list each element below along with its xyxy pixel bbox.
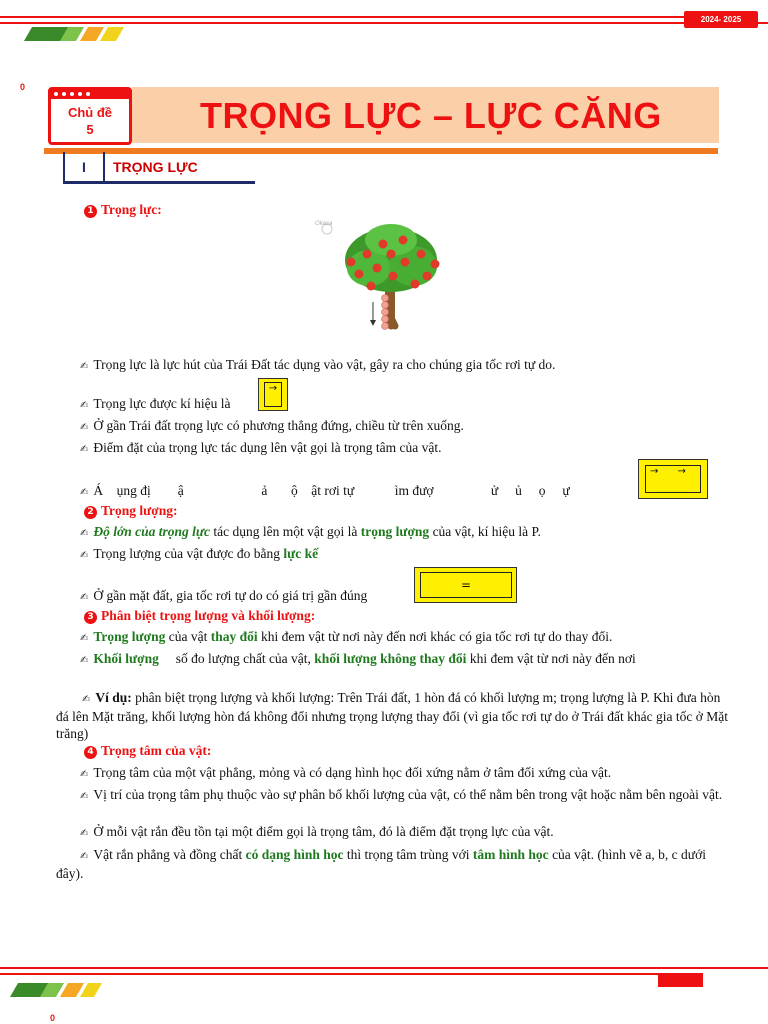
text-line-2	[80, 396, 231, 412]
number-badge: 1	[84, 205, 97, 218]
text-line-10	[80, 651, 636, 667]
emph-text: khối lượng không thay đổi	[314, 651, 467, 666]
topic-badge	[48, 87, 132, 145]
line-text: thì trọng tâm trùng với	[343, 847, 473, 862]
text-line-9	[80, 629, 612, 645]
line-text: số đo lượng chất của vật,	[158, 651, 315, 666]
topic-label: Chủ đề	[67, 105, 113, 120]
writing-hand-icon: ✍	[80, 791, 89, 802]
line-text: Trọng lực là lực hút của Trái Đất tác dụng vào vật, gây ra cho chúng gia tốc rơi tự do.	[93, 357, 556, 372]
emph-text: Trọng lượng	[93, 629, 166, 644]
writing-hand-icon: ✍	[80, 361, 89, 372]
text-line-6	[80, 524, 541, 540]
heading-trong-tam	[84, 743, 211, 759]
heading-text: Trọng tâm của vật:	[101, 743, 212, 758]
page-title: TRỌNG LỰC – LỰC CĂNG	[200, 95, 662, 136]
formula-box-weight-symbol	[258, 378, 288, 411]
line-text: Trọng lực được kí hiệu là	[93, 396, 231, 411]
section-number: I	[63, 152, 105, 182]
heading-text: Trọng lượng:	[101, 503, 178, 518]
text-line-1	[80, 357, 555, 373]
writing-hand-icon: ✍	[80, 592, 89, 603]
footer-rule-top	[0, 967, 768, 969]
emph-text: Ví dụ:	[95, 690, 132, 705]
page-marker: 0	[20, 82, 26, 92]
number-badge: 2	[84, 506, 97, 519]
writing-hand-icon: ✍	[80, 633, 89, 644]
heading-text: Phân biệt trọng lượng và khối lượng:	[101, 608, 316, 623]
number-badge: 3	[84, 611, 97, 624]
text-line-3	[80, 418, 464, 434]
text-line-15	[56, 846, 732, 882]
footer-badge	[658, 973, 703, 987]
writing-hand-icon: ✍	[80, 444, 89, 455]
header-stripe-yellow	[100, 27, 124, 41]
emph-text: có dạng hình học	[245, 847, 344, 862]
heading-trong-luc	[84, 202, 162, 218]
header-rule-top	[0, 16, 700, 18]
writing-hand-icon: ✍	[80, 487, 89, 498]
text-line-14	[80, 824, 554, 840]
image-watermark: Okasa	[315, 221, 333, 227]
line-text: Á ụng đị ậ ả ộ ật rơi tự ìm đượ ử ủ ọ ự	[93, 483, 570, 498]
heading-trong-luong	[84, 503, 177, 519]
writing-hand-icon: ✍	[80, 550, 89, 561]
emph-text: trọng lượng	[360, 524, 430, 539]
apple-tree-illustration	[305, 218, 477, 336]
writing-hand-icon: ✍	[80, 828, 89, 839]
line-text: Ở gần mặt đất, gia tốc rơi tự do có giá trị gần đúng	[93, 588, 368, 603]
footer-marker: 0	[50, 1013, 56, 1023]
line-text: phân biệt trọng lượng và khối lượng: Trên Trái đất, 1 hòn đá có khối lượng m; trọng lượng là P. Khi đưa hòn đá lên Mặt trăng, khối lượng hòn đá không đổi nhưng trọng lượng thay đổi (vì gia tốc rơi tự do ở Trái đất khác gia tốc ở Mặt trăng)	[56, 690, 728, 741]
heading-phan-biet	[84, 608, 315, 624]
writing-hand-icon: ✍	[80, 528, 89, 539]
section-underline	[63, 181, 255, 184]
text-line-5	[80, 483, 570, 499]
writing-hand-icon: ✍	[80, 422, 89, 433]
year-badge: 2024- 2025	[684, 11, 758, 28]
line-text: của vật	[165, 629, 211, 644]
line-text: Trọng tâm của một vật phẳng, mỏng và có dạng hình học đối xứng nằm ở tâm đối xứng của vật.	[93, 765, 612, 780]
text-line-13	[56, 786, 732, 805]
line-text: khi đem vật từ nơi này đến nơi khác có gia tốc rơi tự do thay đổi.	[257, 629, 613, 644]
text-line-4	[80, 440, 441, 456]
writing-hand-icon: ✍	[80, 769, 89, 780]
example-paragraph	[56, 689, 732, 742]
title-underbar	[44, 148, 718, 154]
topic-badge-binding	[50, 89, 130, 99]
line-text: của vật. (hình vẽ a, b, c dưới đây).	[56, 847, 706, 881]
line-text: Vật rắn phẳng và đồng chất	[93, 847, 246, 862]
line-text: Ở gần Trái đất trọng lực có phương thẳng đứng, chiều từ trên xuống.	[93, 418, 464, 433]
line-text: khi đem vật từ nơi này đến nơi	[466, 651, 636, 666]
header-rule-bottom	[0, 22, 768, 24]
writing-hand-icon: ✍	[82, 694, 91, 705]
footer-stripe-yellow	[80, 983, 102, 997]
line-text: của vật, kí hiệu là P.	[429, 524, 541, 539]
text-line-7	[80, 546, 318, 562]
section-title: TRỌNG LỰC	[113, 159, 198, 175]
line-text: Trọng lượng của vật được đo bằng	[93, 546, 284, 561]
formula-box-gravity-value	[414, 567, 517, 603]
footer-rule-bottom	[0, 973, 690, 975]
emph-text: thay đổi	[210, 629, 258, 644]
text-line-8	[80, 588, 367, 604]
line-text: Điểm đặt của trọng lực tác dụng lên vật gọi là trọng tâm của vật.	[93, 440, 442, 455]
formula-box-newton-law	[638, 459, 708, 499]
emph-text: Khối lượng	[93, 651, 159, 666]
number-badge: 4	[84, 746, 97, 759]
line-text: tác dụng lên một vật gọi là	[210, 524, 361, 539]
emph-text: tâm hình học	[472, 847, 549, 862]
writing-hand-icon: ✍	[80, 655, 89, 666]
line-text: Vị trí của trọng tâm phụ thuộc vào sự phân bố khối lượng của vật, có thể nằm bên trong vật hoặc nằm bên ngoài vật.	[93, 787, 723, 802]
emph-text: lực kế	[283, 546, 319, 561]
formula-inner: → →	[645, 465, 701, 493]
writing-hand-icon: ✍	[80, 400, 89, 411]
formula-inner: =	[420, 572, 512, 598]
line-text: Ở mỗi vật rắn đều tồn tại một điểm gọi là trọng tâm, đó là điểm đặt trọng lực của vật.	[93, 824, 554, 839]
heading-text: Trọng lực:	[101, 202, 162, 217]
emph-text: Độ lớn của trọng lực	[93, 524, 210, 539]
topic-number: 5	[86, 122, 94, 137]
writing-hand-icon: ✍	[80, 851, 89, 862]
text-line-12	[80, 765, 611, 781]
formula-inner: →	[264, 382, 282, 407]
